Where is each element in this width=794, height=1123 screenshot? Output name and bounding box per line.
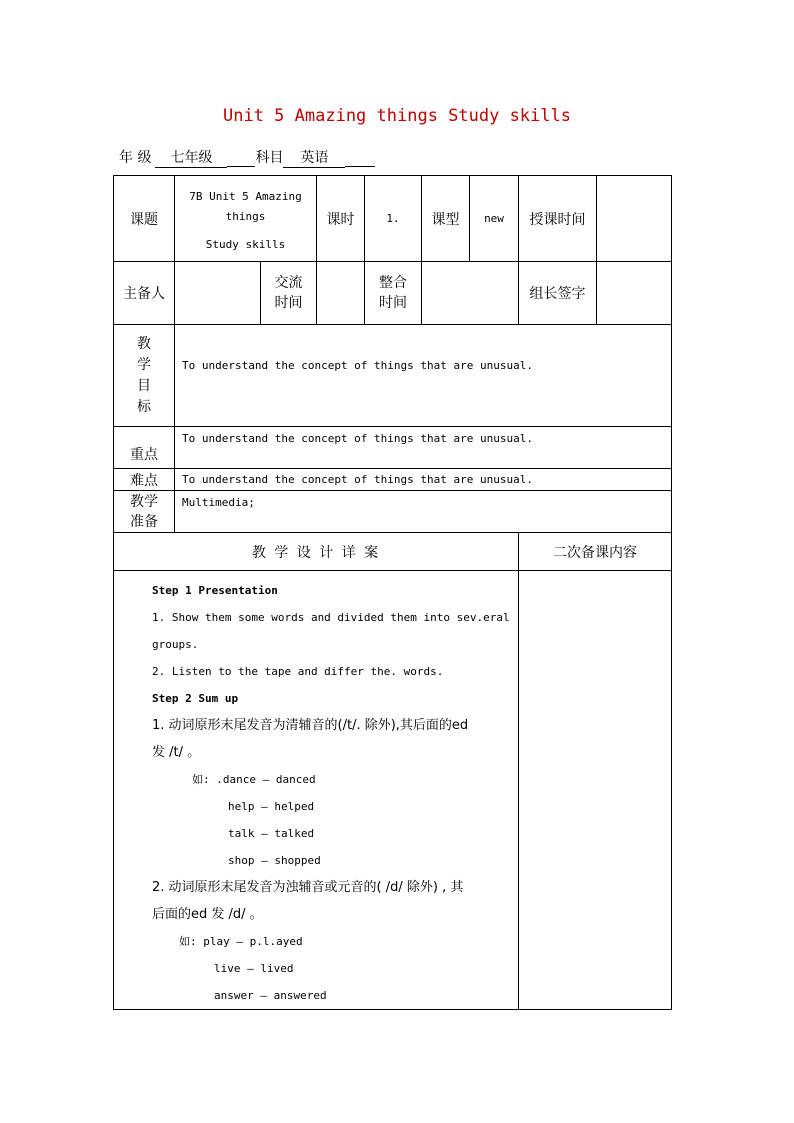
goals-char-4: 标	[137, 398, 151, 415]
type-value: new	[470, 176, 519, 262]
integrate-label-2: 时间	[379, 295, 407, 311]
step2-title: Step 2 Sum up	[152, 692, 239, 705]
preparation-label-2: 准备	[130, 513, 158, 530]
design-content	[114, 571, 519, 1010]
period-value: 1.	[365, 176, 422, 262]
document-title: Unit 5 Amazing things Study skills	[223, 106, 571, 126]
goals-char-3: 目	[137, 377, 151, 394]
exchange-label-1: 交流	[274, 275, 303, 291]
example2-item: answer — answered	[214, 989, 327, 1002]
subject-value: 英语	[283, 147, 345, 168]
design-header: 教 学 设 计 详 案	[114, 533, 519, 571]
grade-label: 年 级	[119, 150, 152, 166]
row-difficulties	[114, 469, 672, 491]
topic-line-1: 7B Unit 5 Amazing	[189, 190, 302, 203]
time-value	[597, 176, 672, 262]
topic-line-3: Study skills	[205, 238, 286, 251]
leader-label: 组长签字	[519, 262, 597, 325]
topic-label: 课题	[114, 176, 175, 262]
goals-label	[114, 325, 175, 427]
example1-item: 如: .dance — danced	[192, 773, 316, 786]
lesson-plan-table	[113, 175, 672, 1010]
example1-item: shop — shopped	[228, 854, 321, 867]
step1-line-1b: groups.	[152, 638, 199, 651]
topic-value	[175, 176, 317, 262]
key-points-label: 重点	[114, 427, 175, 469]
subject-label: 科目	[255, 150, 284, 166]
time-label: 授课时间	[519, 176, 597, 262]
side-content	[519, 571, 672, 1010]
step1-title: Step 1 Presentation	[152, 584, 278, 597]
preparation-text: Multimedia;	[175, 491, 672, 533]
difficulties-text: To understand the concept of things that are unusual.	[175, 469, 672, 491]
rule1-line-b: 发 /t/ 。	[152, 745, 201, 760]
step1-line-1: 1. Show them some words and divided them into sev.eral	[152, 611, 510, 624]
goals-text: To understand the concept of things that are unusual.	[175, 325, 672, 427]
row-preparer	[114, 262, 672, 325]
row-key-points	[114, 427, 672, 469]
difficulties-label: 难点	[114, 469, 175, 491]
exchange-label-2: 时间	[274, 295, 303, 311]
period-label: 课时	[317, 176, 365, 262]
row-topic	[114, 176, 672, 262]
exchange-label	[261, 262, 317, 325]
preparation-label	[114, 491, 175, 533]
integrate-label-1: 整合	[379, 275, 407, 291]
grade-blank	[227, 150, 255, 167]
integrate-label	[365, 262, 422, 325]
row-design-header	[114, 533, 672, 571]
row-goals	[114, 325, 672, 427]
step1-line-2: 2. Listen to the tape and differ the. words.	[152, 665, 444, 678]
row-design-body	[114, 571, 672, 1010]
topic-line-2: things	[225, 210, 266, 223]
example2-item: 如: play — p.l.ayed	[179, 935, 303, 948]
goals-char-1: 教	[137, 335, 151, 352]
side-header: 二次备课内容	[519, 533, 672, 571]
goals-char-2: 学	[137, 356, 151, 373]
grade-value: 七年级	[155, 147, 227, 168]
preparer-label: 主备人	[114, 262, 175, 325]
example1-item: help — helped	[228, 800, 315, 813]
row-preparation	[114, 491, 672, 533]
leader-value	[597, 262, 672, 325]
exchange-value	[317, 262, 365, 325]
meta-line	[119, 147, 375, 168]
example2-item: live — lived	[214, 962, 294, 975]
rule2-line-b: 后面的ed 发 /d/ 。	[152, 907, 263, 922]
type-label: 课型	[422, 176, 470, 262]
preparer-value	[175, 262, 261, 325]
integrate-value	[422, 262, 519, 325]
preparation-label-1: 教学	[130, 493, 158, 510]
key-points-text: To understand the concept of things that are unusual.	[175, 427, 672, 469]
rule2-line-a: 2. 动词原形末尾发音为浊辅音或元音的( /d/ 除外) , 其	[152, 880, 464, 895]
rule1-line-a: 1. 动词原形末尾发音为清辅音的(/t/. 除外),其后面的ed	[152, 718, 469, 733]
example1-item: talk — talked	[228, 827, 315, 840]
subject-blank	[345, 150, 375, 167]
